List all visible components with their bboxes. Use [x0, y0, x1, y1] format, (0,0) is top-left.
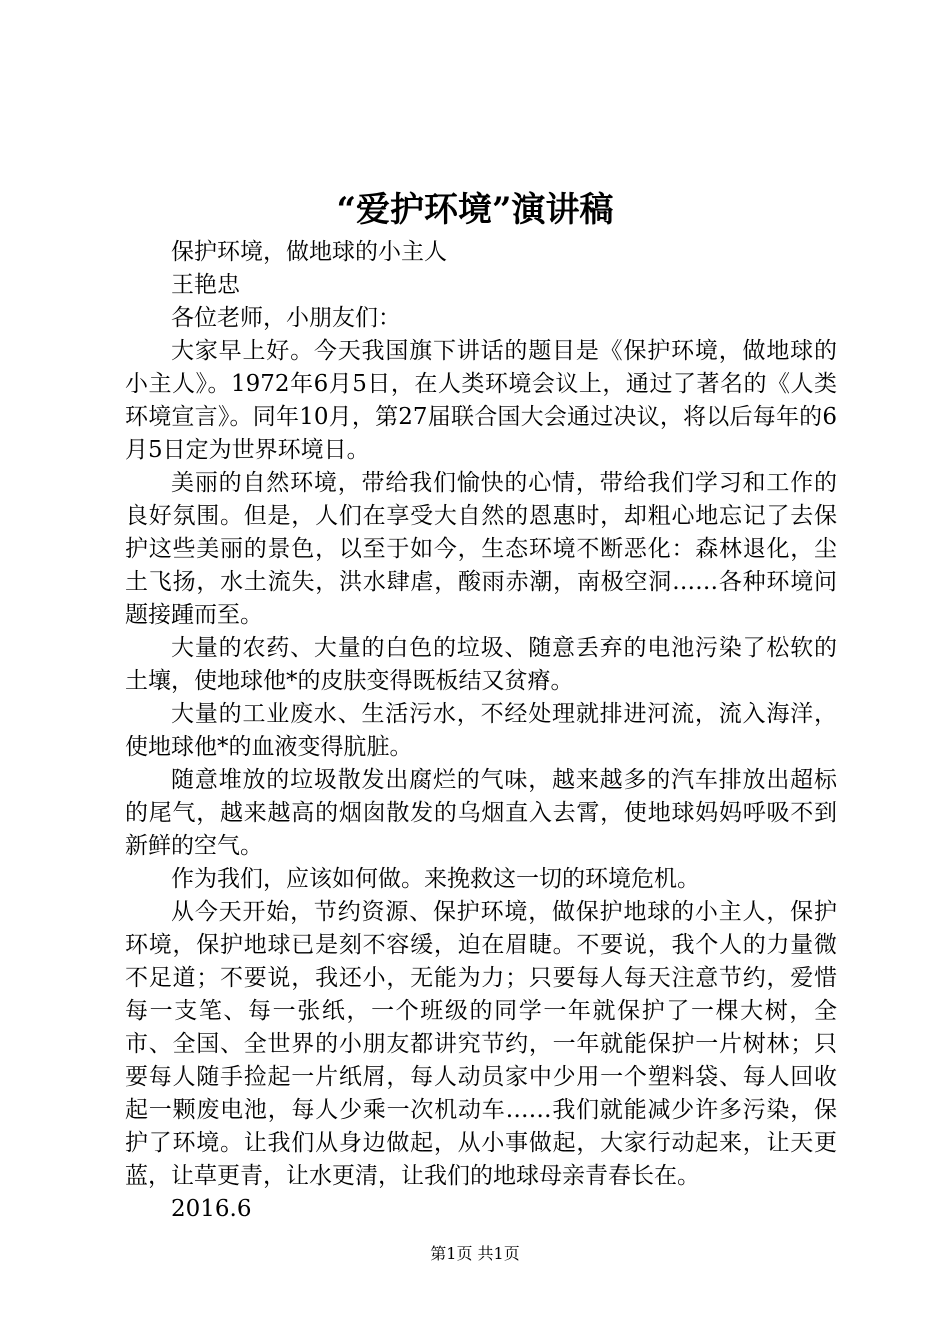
document-date: 2016.6 — [171, 1196, 252, 1222]
body-paragraph: 作为我们，应该如何做。来挽救这一切的环境危机。 — [171, 866, 700, 892]
body-paragraph: 随意堆放的垃圾散发出腐烂的气味，越来越多的汽车排放出超标的尾气，越来越高的烟囱散发的乌烟直入去霄，使地球妈妈呼吸不到新鲜的空气。 — [125, 767, 837, 859]
speaker-name: 王艳忠 — [171, 272, 240, 298]
body-paragraph: 美丽的自然环境，带给我们愉快的心情，带给我们学习和工作的良好氛围。但是，人们在享受大自然的恩惠时，却粗心地忘记了去保护这些美丽的景色，以至于如今，生态环境不断恶化：森林退化，尘土飞扬，水土流失，洪水肆虐，酸雨赤潮，南极空洞……各种环境问题接踵而至。 — [125, 470, 837, 628]
body-paragraph: 从今天开始，节约资源、保护环境，做保护地球的小主人，保护环境，保护地球已是刻不容缓，迫在眉睫。不要说，我个人的力量微不足道；不要说，我还小，无能为力；只要每人每天注意节约，爱惜每一支笔、每一张纸，一个班级的同学一年就保护了一棵大树，全市、全国、全世界的小朋友都讲究节约，一年就能保护一片树林；只要每人随手捡起一片纸屑，每人动员家中少用一个塑料袋、每人回收起一颗废电池，每人少乘一次机动车……我们就能减少许多污染，保护了环境。让我们从身边做起，从小事做起，大家行动起来，让天更蓝，让草更青，让水更清，让我们的地球母亲青春长在。 — [125, 899, 837, 1189]
document-title: “爱护环境”演讲稿 — [336, 190, 614, 230]
body-paragraph: 大家早上好。今天我国旗下讲话的题目是《保护环境，做地球的小主人》。1972年6月5日，在人类环境会议上，通过了著名的《人类环境宣言》。同年10月，第27届联合国大会通过决议，将以后每年的6月5日定为世界环境日。 — [125, 338, 837, 463]
body-paragraph: 大量的工业废水、生活污水，不经处理就排进河流，流入海洋，使地球他*的血液变得肮脏。 — [125, 701, 837, 760]
salutation: 各位老师，小朋友们： — [171, 305, 401, 331]
document-body — [125, 236, 837, 1226]
page-footer: 第1页 共1页 — [430, 1244, 520, 1263]
speech-subtitle: 保护环境，做地球的小主人 — [171, 239, 447, 265]
body-paragraph: 大量的农药、大量的白色的垃圾、随意丢弃的电池污染了松软的土壤，使地球他*的皮肤变得既板结又贫瘠。 — [125, 635, 837, 694]
